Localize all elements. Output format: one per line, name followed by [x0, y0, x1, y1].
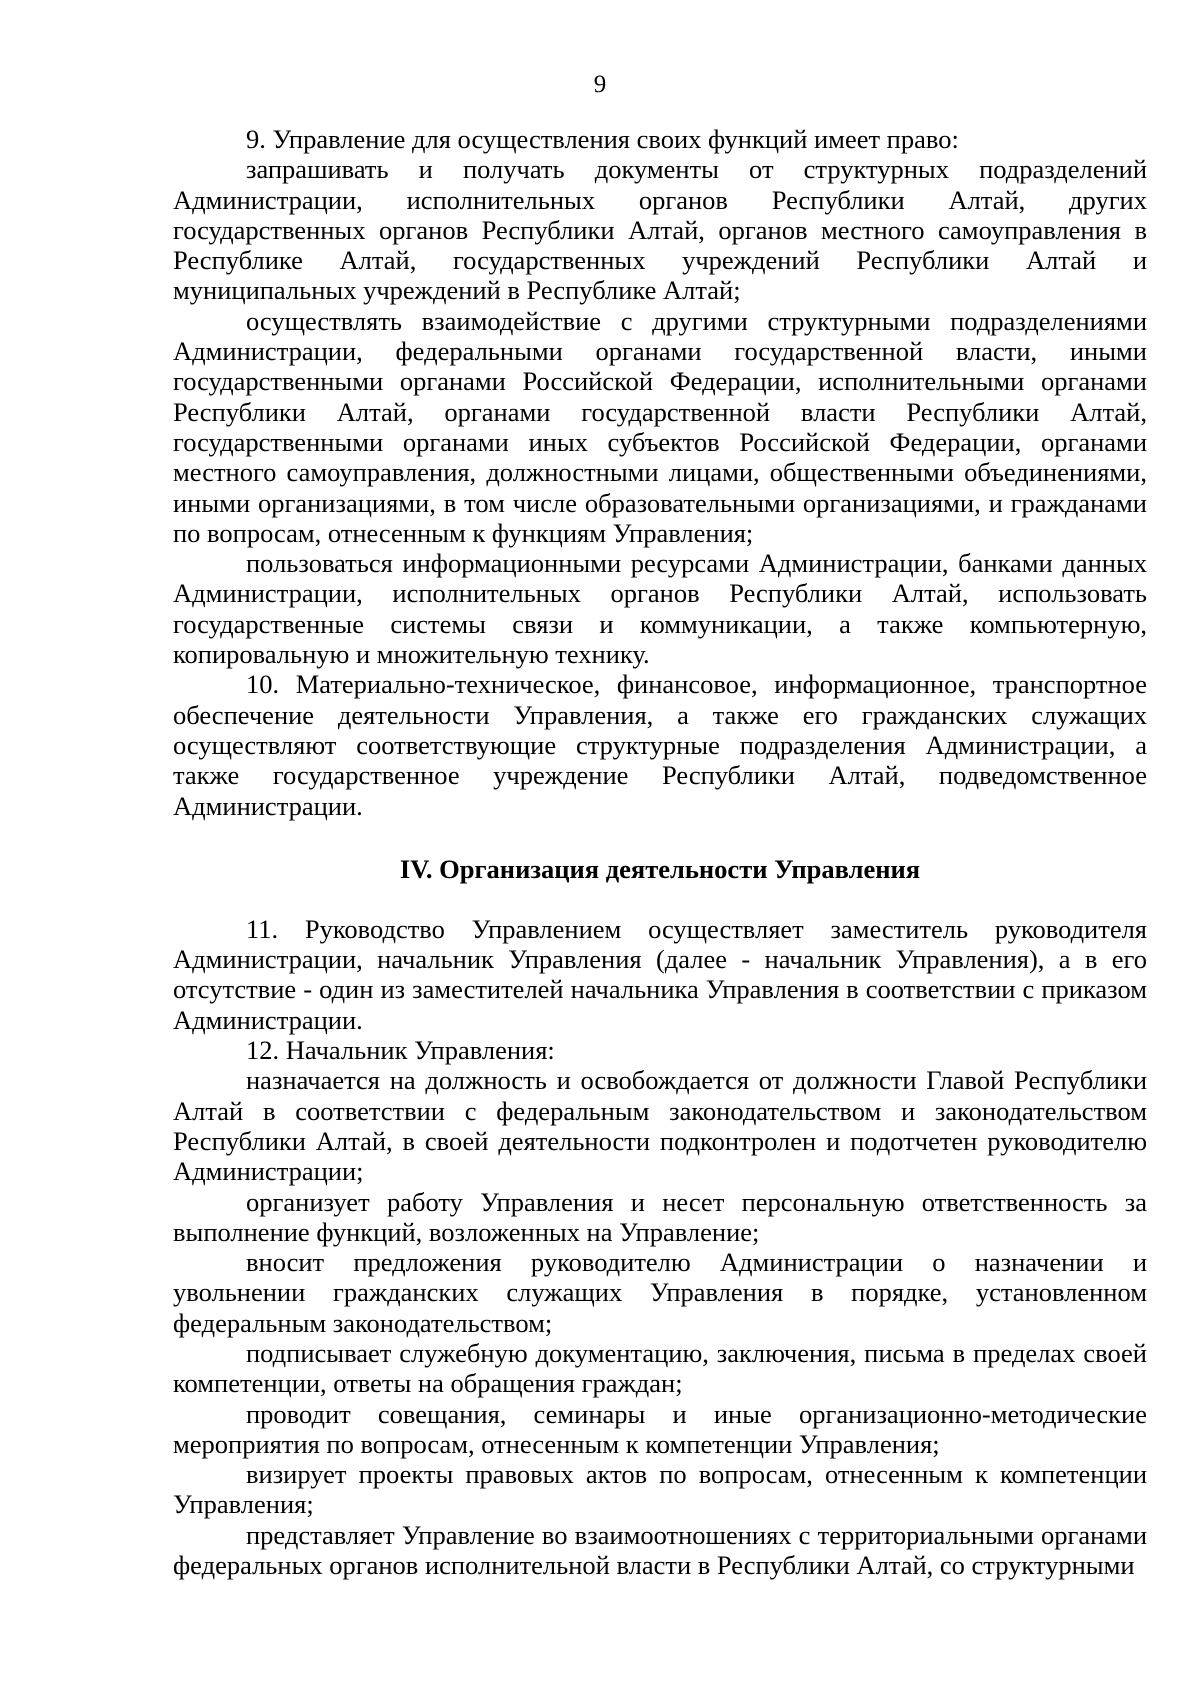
- paragraph-information-resources: пользоваться информационными ресурсами Администрации, банками данных Администрации, исполнительных органов Республики Алтай, использовать государственные системы связи и коммуникации, а также компьютерную, копировальную и множительную технику.: [173, 548, 1147, 670]
- paragraph-interaction: осуществлять взаимодействие с другими структурными подразделениями Администрации, федеральными органами государственной власти, иными государственными органами Российской Федерации, исполнительными органами Республики Алтай, органами государственной власти Республики Алтай, государственными органами иных субъектов Российской Федерации, органами местного самоуправления, должностными лицами, общественными объединениями, иными организациями, в том числе образовательными организациями, и гражданами по вопросам, отнесенным к функциям Управления;: [173, 305, 1147, 548]
- paragraph-item-10: 10. Материально-техническое, финансовое, информационное, транспортное обеспечение деятельности Управления, а также его гражданских служащих осуществляют соответствующие структурные подразделения Администрации, а также государственное учреждение Республики Алтай, подведомственное Администрации.: [173, 669, 1147, 821]
- paragraph-organizes-work: организует работу Управления и несет персональную ответственность за выполнение функций, возложенных на Управление;: [173, 1186, 1147, 1247]
- document-body: [173, 124, 1147, 1580]
- paragraph-request-documents: запрашивать и получать документы от структурных подразделений Администрации, исполнительных органов Республики Алтай, других государственных органов Республики Алтай, органов местного самоуправления в Республике Алтай, государственных учреждений Республики Алтай и муниципальных учреждений в Республике Алтай;: [173, 154, 1147, 306]
- paragraph-endorses-drafts: визирует проекты правовых актов по вопросам, отнесенным к компетенции Управления;: [173, 1459, 1147, 1520]
- page-number: 9: [593, 71, 607, 98]
- paragraph-item-12: 12. Начальник Управления:: [246, 1035, 555, 1066]
- paragraph-appointment: назначается на должность и освобождается от должности Главой Республики Алтай в соответствии с федеральным законодательством и законодательством Республики Алтай, в своей деятельности подконтролен и подотчетен руководителю Администрации;: [173, 1065, 1147, 1187]
- paragraph-proposals: вносит предложения руководителю Администрации о назначении и увольнении гражданских служащих Управления в порядке, установленном федеральным законодательством;: [173, 1247, 1147, 1338]
- paragraph-item-9: 9. Управление для осуществления своих функций имеет право:: [246, 124, 959, 154]
- paragraph-item-11: 11. Руководство Управлением осуществляет заместитель руководителя Администрации, начальник Управления (далее - начальник Управления), а в его отсутствие - один из заместителей начальника Управления в соответствии с приказом Администрации.: [173, 913, 1147, 1035]
- paragraph-meetings: проводит совещания, семинары и иные организационно-методические мероприятия по вопросам, отнесенным к компетенции Управления;: [173, 1398, 1147, 1459]
- paragraph-represents: представляет Управление во взаимоотношениях с территориальными органами федеральных органов исполнительной власти в Республики Алтай, со структурными: [173, 1519, 1147, 1581]
- section-heading: IV. Организация деятельности Управления: [399, 853, 921, 884]
- paragraph-signs-documents: подписывает служебную документацию, заключения, письма в пределах своей компетенции, ответы на обращения граждан;: [173, 1337, 1147, 1399]
